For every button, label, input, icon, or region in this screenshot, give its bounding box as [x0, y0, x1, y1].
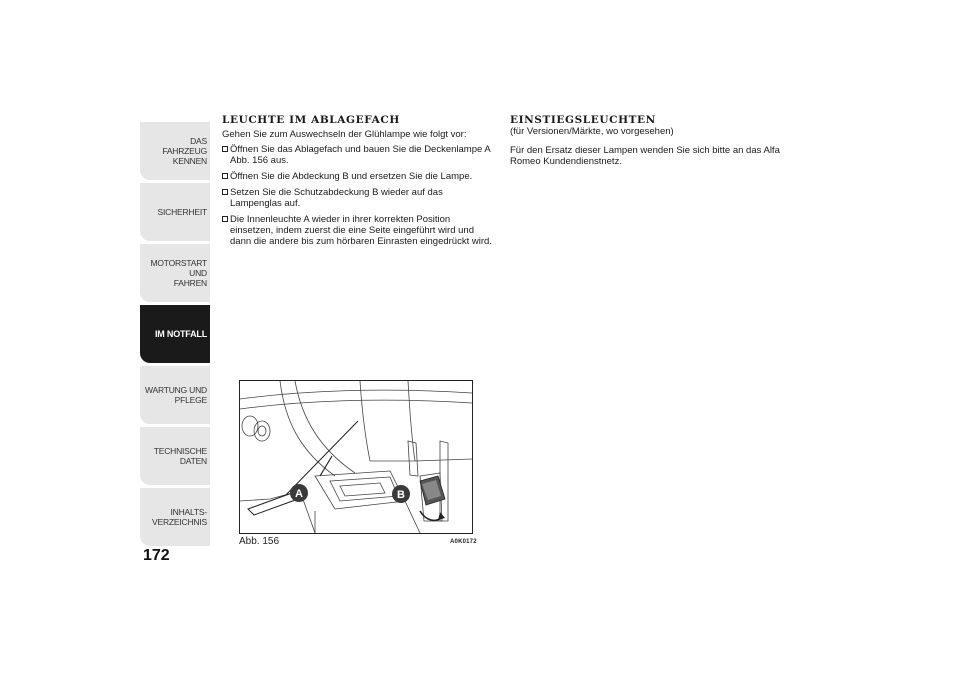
checkbox-bullet-icon: [222, 146, 228, 152]
checkbox-bullet-icon: [222, 173, 228, 179]
figure-code: A0K0172: [450, 539, 477, 545]
intro-text: Gehen Sie zum Auswechseln der Glühlampe wie folgt vor:: [222, 129, 467, 140]
sidebar-tab-das-fahrzeug-kennen[interactable]: DAS FAHRZEUG KENNEN: [140, 122, 210, 180]
checkbox-bullet-icon: [222, 216, 228, 222]
step-list: [222, 144, 492, 247]
sidebar-tab-motorstart-und-fahren[interactable]: MOTORSTART UND FAHREN: [140, 244, 210, 302]
label-a: A: [295, 488, 303, 500]
figure-caption: Abb. 156: [239, 536, 280, 547]
label-b: B: [397, 489, 405, 501]
sidebar-tab-technische-daten[interactable]: TECHNISCHE DATEN: [140, 427, 210, 485]
sidebar-tab-inhaltsverzeichnis[interactable]: INHALTS- VERZEICHNIS: [140, 488, 210, 546]
sidebar-tab-sicherheit[interactable]: SICHERHEIT: [140, 183, 210, 241]
version-note: (für Versionen/Märkte, wo vorgesehen): [510, 126, 674, 137]
list-item: Die Innenleuchte A wieder in ihrer korrekten Position einsetzen, indem zuerst die eine Seite eingeführt wird und dann die andere bis zum hörbaren Einrasten eingedrückt wird.: [222, 214, 492, 247]
section-heading: EINSTIEGSLEUCHTEN: [510, 114, 656, 126]
sidebar-tab-im-notfall[interactable]: IM NOTFALL: [140, 305, 210, 363]
list-item: Öffnen Sie das Ablagefach und bauen Sie die Deckenlampe A Abb. 156 aus.: [222, 144, 492, 166]
page-number: 172: [143, 547, 170, 564]
glovebox-lamp-illustration: [240, 381, 472, 533]
figure-illustration: [239, 380, 473, 534]
section-heading: LEUCHTE IM ABLAGEFACH: [222, 114, 400, 126]
left-column: [222, 115, 492, 252]
checkbox-bullet-icon: [222, 189, 228, 195]
body-text: Für den Ersatz dieser Lampen wenden Sie sich bitte an das Alfa Romeo Kundendienstnetz.: [510, 145, 780, 167]
right-column: [510, 115, 790, 171]
list-item: Öffnen Sie die Abdeckung B und ersetzen Sie die Lampe.: [222, 171, 492, 182]
lamp-a-shape: [248, 493, 298, 515]
sidebar-tab-wartung-und-pflege[interactable]: WARTUNG UND PFLEGE: [140, 366, 210, 424]
list-item: Setzen Sie die Schutzabdeckung B wieder auf das Lampenglas auf.: [222, 187, 492, 209]
